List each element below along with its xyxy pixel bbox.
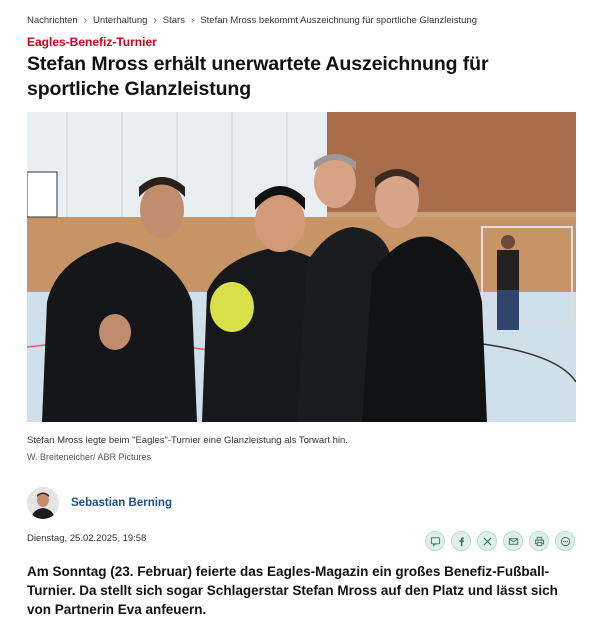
breadcrumb-separator: ›: [83, 15, 88, 26]
more-icon[interactable]: [555, 531, 575, 551]
article-headline: Stefan Mross erhält unerwartete Auszeichnung für sportliche Glanzleistung: [27, 53, 489, 100]
share-bar: [425, 531, 575, 551]
breadcrumb: [27, 15, 477, 26]
photo-caption: Stefan Mross legte beim "Eagles"-Turnier eine Glanzleistung als Torwart hin.: [27, 435, 348, 446]
mail-icon[interactable]: [503, 531, 523, 551]
print-icon[interactable]: [529, 531, 549, 551]
breadcrumb-separator: ›: [153, 15, 157, 26]
breadcrumb-item-nachrichten[interactable]: Nachrichten: [27, 15, 78, 26]
author-block: [27, 487, 172, 519]
comment-icon[interactable]: [425, 531, 445, 551]
publish-date: Dienstag, 25.02.2025, 19:58: [27, 533, 147, 544]
article-kicker[interactable]: Eagles-Benefiz-Turnier: [27, 35, 157, 49]
breadcrumb-item-unterhaltung[interactable]: Unterhaltung: [93, 15, 148, 26]
article-lead: Am Sonntag (23. Februar) feierte das Eagles-Magazin ein großes Benefiz-Fußball-Turnier. Da stellt sich sogar Schlagerstar Stefan Mross auf den Platz und lässt sich von Partnerin Eva anfeuern.: [27, 564, 558, 617]
avatar[interactable]: [27, 487, 59, 519]
breadcrumb-separator: ›: [190, 15, 195, 26]
article-photo[interactable]: [27, 112, 576, 422]
facebook-icon[interactable]: [451, 531, 471, 551]
author-name[interactable]: Sebastian Berning: [71, 497, 172, 509]
breadcrumb-current: Stefan Mross bekommt Auszeichnung für sportliche Glanzleistung: [200, 15, 478, 26]
x-icon[interactable]: [477, 531, 497, 551]
breadcrumb-item-stars[interactable]: Stars: [162, 15, 185, 26]
photo-credit: W. Breiteneicher/ ABR Pictures: [27, 452, 152, 462]
